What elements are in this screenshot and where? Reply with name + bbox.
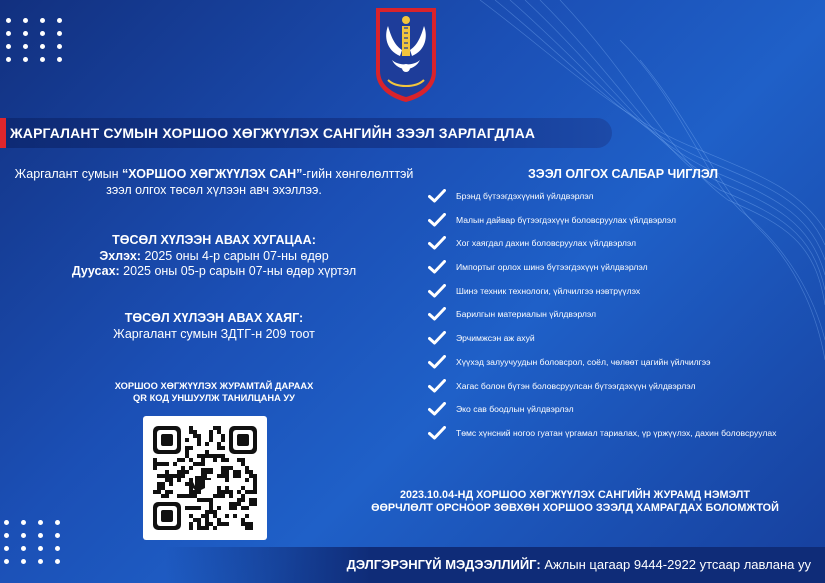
sector-item [426,215,821,226]
check-icon [428,331,446,345]
check-icon [428,189,446,203]
dot-pattern [6,18,63,62]
sector-label: Эко сав боодлын үйлдвэрлэл [456,404,574,415]
sector-label: Барилгын материалын үйлдвэрлэл [456,309,597,320]
check-icon [428,426,446,440]
qr-code-icon [143,416,267,540]
note-line1: 2023.10.04-НД ХОРШОО ХӨГЖҮҮЛЭХ САНГИЙН ЖУРАМД НЭМЭЛТ [400,489,750,501]
location-address: Жаргалант сумын ЗДТГ-н 209 тоот [113,327,315,341]
sector-item [426,333,821,344]
sector-item [426,404,821,415]
deadline-end [8,264,420,278]
sector-label: Эрчимжсэн аж ахуй [456,333,535,344]
sector-item [426,381,821,392]
sector-item [426,238,821,249]
sector-item [426,357,821,368]
note-line2: ӨӨРЧЛӨЛТ ОРСНООР ЗӨВХӨН ХОРШОО ЗЭЭЛД ХАМРАГДАХ БОЛОМЖТОЙ [371,502,779,514]
intro-text [8,166,420,198]
footer-label: ДЭЛГЭРЭНГҮЙ МЭДЭЭЛЛИЙГ: [346,557,541,572]
start-value: 2025 оны 4-р сарын 07-ны өдөр [140,249,329,263]
qr-caption [8,380,420,404]
qr-caption-line2: QR КОД УНШУУЛЖ ТАНИЛЦАНА УУ [133,393,295,403]
check-icon [428,355,446,369]
regulation-note [330,489,820,515]
page-title: ЖАРГАЛАНТ СУМЫН ХОРШОО ХӨГЖҮҮЛЭХ САНГИЙН ЗЭЭЛ ЗАРЛАГДЛАА [10,125,536,141]
end-value: 2025 оны 05-р сарын 07-ны өдөр хүртэл [119,264,357,278]
sectors-heading: ЗЭЭЛ ОЛГОХ САЛБАР ЧИГЛЭЛ [527,167,719,181]
sector-label: Хог хаягдал дахин боловсруулах үйлдвэрлэл [456,238,637,249]
sector-item [426,262,821,273]
sector-label: Импортыг орлох шинэ бүтээгдэхүүн үйлдвэрлэл [456,262,648,273]
deadline-heading: ТӨСӨЛ ХҮЛЭЭН АВАХ ХУГАЦАА: [112,233,316,247]
check-icon [428,236,446,250]
sector-list [426,191,821,452]
check-icon [428,402,446,416]
footer-bar [0,547,825,583]
end-label: Дуусах: [71,264,120,278]
sector-item [426,191,821,202]
sector-item [426,286,821,297]
sector-item [426,309,821,320]
sector-item [426,428,821,439]
deadline-start [8,249,420,263]
check-icon [428,307,446,321]
start-label: Эхлэх: [99,249,141,263]
intro-prefix: Жаргалант сумын [14,167,123,181]
title-accent [0,118,6,148]
footer-contact [347,557,811,572]
qr-code-box[interactable] [143,416,267,540]
title-bar [0,118,612,148]
sector-label: Хагас болон бүтэн боловсруулсан бүтээгдэхүүн үйлдвэрлэл [456,380,696,391]
footer-phone-text: Ажлын цагаар 9444-2922 утсаар лавлана уу [540,557,811,572]
sector-label: Малын дайвар бүтээгдэхүүн боловсруулах үйлдвэрлэл [456,214,676,225]
qr-caption-line1: ХОРШОО ХӨГЖҮҮЛЭХ ЖУРАМТАЙ ДАРААХ [114,381,314,391]
check-icon [428,379,446,393]
coat-of-arms-icon [374,6,438,104]
sector-label: Шинэ техник технологи, үйлчилгээ нэвтрүүлэх [456,285,641,296]
check-icon [428,284,446,298]
location-heading: ТӨСӨЛ ХҮЛЭЭН АВАХ ХАЯГ: [124,311,304,325]
sector-label: Төмс хүнсний ногоо гуатан үргамал тариалах, үр үржүүлэх, дахин боловсруулах [456,427,777,438]
fund-name: “ХОРШОО ХӨГЖҮҮЛЭХ САН” [122,167,303,181]
check-icon [428,213,446,227]
intro-suffix: -гийн хөнгөлөлттэй зээл олгох төсөл хүлээн авч эхэллээ. [106,167,414,197]
check-icon [428,260,446,274]
sector-label: Брэнд бүтээгдэхүүний үйлдвэрлэл [456,191,594,201]
sector-label: Хүүхэд залуучуудын боловсрол, соёл, чөлөөт цагийн үйлчилгээ [456,356,711,367]
